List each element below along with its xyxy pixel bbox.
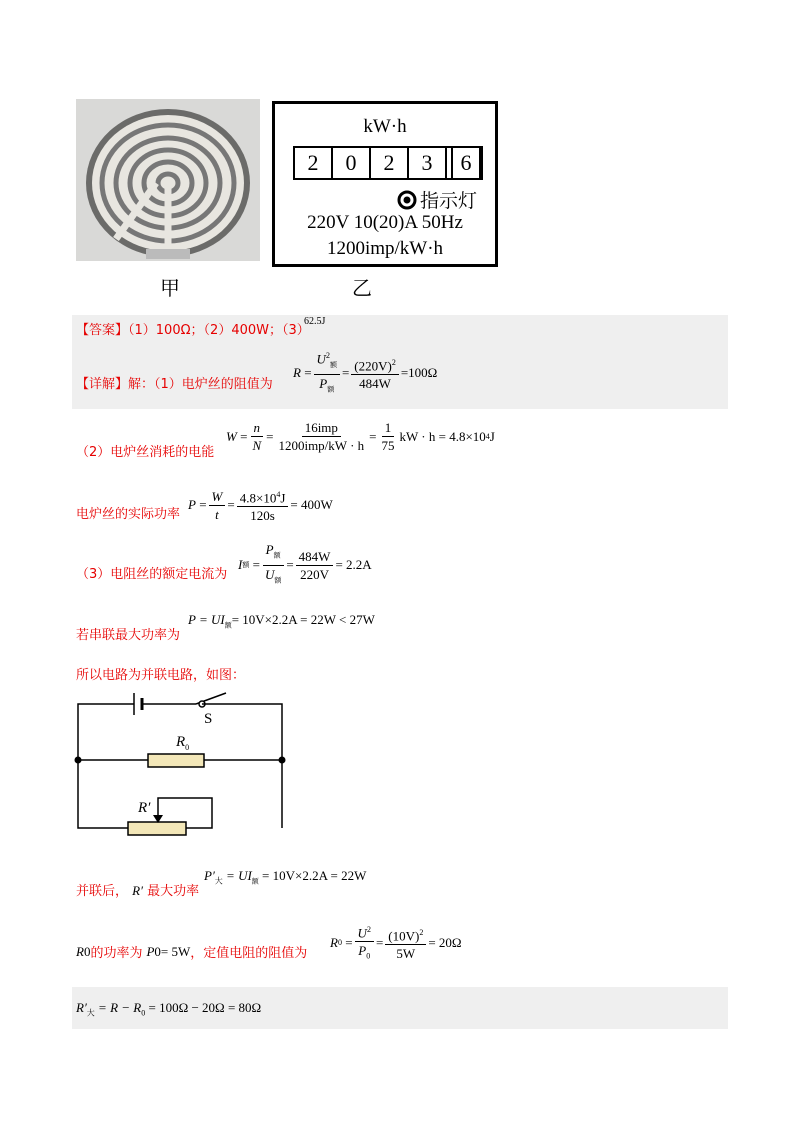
answer-part2: （2）400W； (203, 323, 282, 338)
answer-part3: （3） (282, 323, 310, 338)
formula-symbol: R′ (132, 883, 143, 898)
meter-digit: 2 (295, 148, 333, 178)
formula-value: 5W (396, 946, 416, 962)
fraction (379, 420, 398, 453)
formula-result: = 2.2A (335, 557, 372, 573)
formula-symbol: P (188, 497, 196, 513)
formula-r0: R 0 = $\frac{U^2}{P_0}$ = $\frac{(10V)^2}{5W}$ = 20Ω (330, 922, 462, 964)
heater-coil-icon (76, 99, 260, 261)
formula-value: 16imp (302, 420, 341, 437)
superscript: 2 (366, 925, 371, 934)
formula-symbol: R (330, 934, 338, 950)
formula-symbol: N (252, 438, 262, 453)
formula-unit: J (280, 490, 286, 506)
rprime-label: R′ (138, 800, 151, 816)
fraction (314, 348, 340, 398)
fraction (385, 925, 426, 961)
superscript: 2 (325, 351, 330, 360)
meter-constant: 1200imp/kW·h (326, 238, 444, 259)
formula-text: P = UI (188, 612, 225, 627)
fraction (249, 420, 264, 453)
formula-series-power (188, 612, 375, 631)
meter-digit: 0 (333, 148, 371, 178)
explain-line4: （3）电阻丝的额定电流为 (76, 567, 228, 582)
formula-symbol: n (251, 420, 264, 437)
meter-caption: 乙 (352, 276, 372, 300)
formula-text: = 100Ω − 20Ω = 80Ω (148, 1000, 262, 1015)
formula-unit: J (489, 428, 495, 444)
energy-meter (272, 101, 498, 267)
explain-line7 (76, 880, 199, 899)
subscript: 0 (185, 743, 190, 752)
fraction (275, 420, 367, 453)
formula-value: 484W (359, 375, 391, 391)
formula-parallel-power (204, 868, 366, 887)
formula-text: = R − R (98, 1000, 142, 1015)
formula-symbol: P′ (204, 868, 215, 883)
meter-unit: kW·h (363, 116, 407, 137)
subscript: 0 (366, 951, 371, 961)
formula-result: = 20Ω (428, 934, 462, 950)
subscript: 额 (274, 576, 282, 585)
formula-result: = 400W (290, 497, 333, 513)
indicator-light-icon (397, 190, 417, 210)
subscript: 0 (83, 943, 91, 959)
meter-digits (293, 146, 483, 180)
heater-coil-photo (76, 99, 260, 261)
subscript: 0 (337, 938, 342, 948)
formula-symbol: R (76, 943, 84, 959)
superscript: 4 (276, 490, 281, 499)
formula-current: I 额 = $\frac{P_额}{U_额}$ = $\frac{484W}{220V}$ = 2.2A (238, 542, 372, 588)
formula-symbol: P (146, 943, 155, 959)
explain-intro-text: 解：（1）电炉丝的阻值为 (128, 377, 273, 392)
formula-symbol: P (319, 375, 328, 391)
formula-value: 1 (382, 420, 395, 437)
explain-line3: 电炉丝的实际功率 (76, 507, 181, 522)
formula-value: (220V) (354, 357, 392, 373)
subscript: 额 (327, 385, 335, 394)
fraction (296, 549, 334, 582)
explain-line8 (76, 942, 307, 961)
formula-symbol: P (358, 943, 367, 959)
switch-label: S (204, 711, 213, 727)
r0-label (176, 734, 189, 752)
formula-result: =100Ω (400, 364, 438, 380)
answer-part3-value: 62.5J (304, 316, 326, 327)
formula-symbol: P (265, 542, 274, 557)
formula-energy: W = $\frac{n}{N}$ = $\frac{\text{16imp}}{\text{1200imp/kW · h}}$ = $\frac{1}{75}$ kW · h = 4.8×10 4 J (226, 420, 495, 453)
meter-digit: 3 (409, 148, 447, 178)
meter-rating: 220V 10(20)A 50Hz (307, 212, 463, 233)
superscript: 2 (419, 927, 424, 937)
explain-line5: 若串联最大功率为 (76, 628, 181, 643)
formula-text: = UI (226, 868, 252, 883)
formula-symbol: R′ (76, 1000, 87, 1015)
formula-symbol: t (215, 506, 219, 522)
circuit-svg (72, 686, 292, 836)
fraction (262, 542, 284, 588)
formula-value: 220V (300, 566, 329, 582)
formula-power: P = $\frac{W}{t}$ = $\frac{4.8\times 10^4J}{120s}$ = 400W (188, 488, 333, 524)
superscript: 2 (391, 357, 396, 367)
formula-symbol: W (226, 428, 237, 444)
formula-text: = 10V×2.2A = 22W (262, 868, 367, 883)
explain-line7-a: 并联后， (76, 884, 129, 899)
explain-line2: （2）电炉丝消耗的电能 (76, 445, 215, 460)
formula-value: 484W (296, 549, 334, 566)
formula-value: = 5W (160, 943, 191, 959)
fraction (351, 355, 399, 391)
explain-line8-b: ，定值电阻的阻值为 (190, 946, 308, 961)
formula-symbol: U (357, 925, 367, 941)
answer-line (76, 319, 310, 338)
subscript: 大 (214, 876, 223, 886)
formula-value: 120s (250, 508, 275, 524)
formula-result: kW · h = 4.8×10 (399, 428, 486, 444)
fraction (209, 489, 226, 522)
formula-symbol: U (316, 351, 326, 367)
formula-symbol: I (238, 557, 243, 573)
formula-final (76, 1000, 261, 1019)
formula-value: 75 (381, 438, 395, 453)
formula-value: 1200imp/kW · h (278, 438, 365, 453)
formula-value: 4.8×10 (239, 490, 277, 506)
meter-indicator (397, 186, 477, 213)
subscript: 额 (224, 621, 232, 630)
subscript: 大 (86, 1008, 95, 1018)
explain-tag: 【详解】 (76, 377, 129, 392)
formula-symbol: W (209, 489, 226, 506)
answer-part1: （1）100Ω； (128, 323, 204, 338)
formula-symbol: R (293, 364, 301, 380)
meter-digit-decimal: 6 (451, 148, 481, 178)
formula-value: (10V) (388, 928, 420, 944)
fraction (237, 487, 289, 523)
fraction (355, 922, 374, 964)
formula-text: = 10V×2.2A = 22W < 27W (231, 612, 375, 627)
explain-line6: 所以电路为并联电路，如图： (76, 668, 246, 683)
indicator-label: 指示灯 (420, 190, 478, 212)
r0-symbol: R (176, 734, 186, 750)
formula-resistance: R = $\frac{U^2_额}{P_额}$ = $\frac{(220V)^2}{484W}$ =100Ω (293, 348, 437, 398)
subscript: 额 (251, 877, 259, 886)
subscript: 额 (242, 561, 250, 570)
superscript: 4 (485, 432, 490, 441)
answer-tag: 【答案】 (76, 323, 129, 338)
subscript: 0 (154, 943, 161, 959)
formula-symbol: U (264, 566, 275, 582)
circuit-diagram (72, 686, 292, 836)
explain-line8-a: 的功率为 (90, 946, 143, 961)
subscript: 额 (329, 360, 337, 369)
meter-digit: 2 (371, 148, 409, 178)
subscript: 额 (273, 551, 281, 560)
explain-intro (76, 373, 273, 392)
photo-caption: 甲 (160, 276, 180, 300)
explain-line7-b: 最大功率 (147, 884, 200, 899)
subscript: 0 (141, 1008, 146, 1018)
